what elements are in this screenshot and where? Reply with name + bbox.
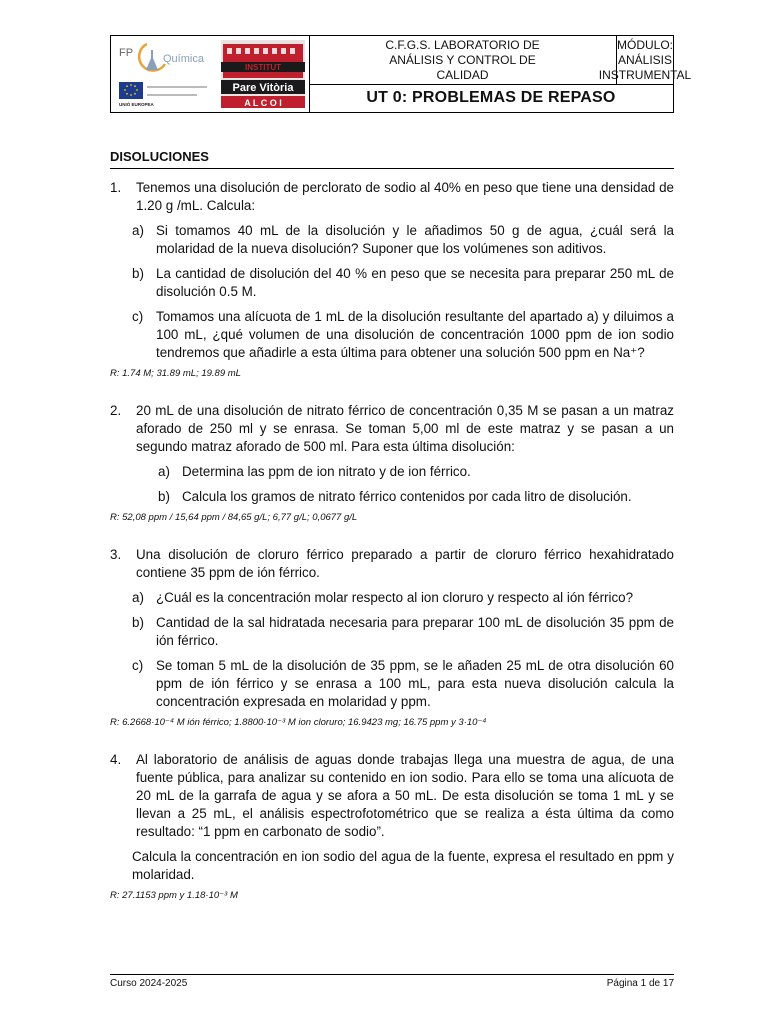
item-letter: a) [132,223,144,238]
section-title: DISOLUCIONES [110,148,674,169]
cycle-name-line: ANÁLISIS Y CONTROL DE [389,52,536,67]
item-letter: c) [132,658,144,673]
item-text: La cantidad de disolución del 40 % en peso que se necesita para preparar 250 mL de disolución 0.5 M. [156,266,674,299]
item-letter: b) [158,489,170,504]
problem-answer: R: 27.1153 ppm y 1.18·10⁻³ M [110,890,238,901]
item-letter: b) [132,615,144,630]
problem-1 [110,179,674,380]
flask-icon [146,50,158,70]
item-letter: c) [132,309,144,324]
item-text: Si tomamos 40 mL de la disolución y le añadimos 50 g de agua, ¿cuál será la molaridad de la nueva disolución? Suponer que los volúmenes son aditivos. [156,223,674,256]
fp-quimica-logo [117,40,217,76]
school-logo [221,40,305,108]
cycle-name-line: CALIDAD [436,67,489,82]
problem-answer: R: 1.74 M; 31.89 mL; 19.89 mL [110,368,241,379]
problem-statement: Tenemos una disolución de perclorato de sodio al 40% en peso que tiene una densidad de 1.20 g /mL. Calcula: [136,180,674,213]
problem-2 [110,402,674,524]
course-year: Curso 2024-2025 [110,978,188,989]
item-letter: b) [132,266,144,281]
item-text: Se toman 5 mL de la disolución de 35 ppm, se le añaden 25 mL de otra disolución 60 ppm de ión férrico y se enrasa a 100 mL, para esta nueva disolución calcula la concentración expresada en molaridad y ppm. [156,658,674,709]
problem-number: 4. [110,752,122,767]
eu-caption: UNIÓ EUROPEA [119,102,154,107]
problem-number: 2. [110,403,122,418]
problem-answer: R: 52,08 ppm / 15,64 ppm / 84,65 g/L; 6,77 g/L; 0,0677 g/L [110,512,358,523]
eu-fine-print-line [147,94,197,96]
quimica-text: Química [163,53,204,65]
item-text: Cantidad de la sal hidratada necesaria para preparar 100 mL de disolución 35 ppm de ión férrico. [156,615,674,648]
module-name: ANÁLISIS INSTRUMENTAL [598,52,692,82]
item-letter: a) [132,590,144,605]
fp-text: FP [119,47,134,59]
item-letter: a) [158,464,170,479]
module-label: MÓDULO: [617,37,674,52]
problem-4 [110,751,674,902]
eu-logo [117,80,217,108]
problem-statement: Al laboratorio de análisis de aguas donde trabajas llega una muestra de agua, de una fuente pública, para analizar su contenido en ion sodio. Para ello se toma una alícuota de 20 mL de la garrafa de agua y se afora a 50 mL. De esta disolución se toma 1 mL y se llevan a 25 mL, el análisis espectrofotométrico que se realiza a ésta última da como resultado: “1 ppm en carbonato de sodio”. [136,752,674,839]
unit-title: UT 0: PROBLEMAS DE REPASO [366,89,616,106]
item-text: Tomamos una alícuota de 1 mL de la disolución resultante del apartado a) y diluimos a 100 mL, ¿qué volumen de una disolución de concentración 1000 ppm de ion sodio tendremos que añadirle a esta última para obtener una solución 500 ppm en Na⁺? [156,309,674,360]
cycle-name-cell [309,36,617,85]
school-top-text: INSTITUT [245,63,281,72]
item-text: Calcula los gramos de nitrato férrico contenidos por cada litro de disolución. [182,489,632,504]
problem-3 [110,546,674,729]
item-text: ¿Cuál es la concentración molar respecto al ion cloruro y respecto al ión férrico? [156,590,634,605]
school-name-text: Pare Vitòria [232,82,294,94]
cycle-name-line: C.F.G.S. LABORATORIO DE [385,37,540,52]
problem-paragraph: Calcula la concentración en ion sodio del agua de la fuente, expresa el resultado en ppm y molaridad. [132,849,674,882]
page-footer [110,974,674,989]
school-city-text: A L C O I [244,98,282,108]
problem-number: 3. [110,547,122,562]
eu-fine-print-line [147,86,207,88]
logo-cell [111,36,310,112]
problem-statement: 20 mL de una disolución de nitrato férrico de concentración 0,35 M se pasan a un matraz aforado de 250 ml y se enrasa. Se toman 5,00 ml de este matraz y se pasan a un segundo matraz aforado de 500 ml. Para esta última disolución: [136,403,674,454]
document-header [110,35,692,113]
module-cell [598,36,692,85]
document-body [110,148,674,924]
problem-answer: R: 6.2668·10⁻⁴ M ión férrico; 1.8800·10⁻³ M ion cloruro; 16.9423 mg; 16.75 ppm y 3·10⁻⁴ [110,717,487,728]
item-text: Determina las ppm de ion nitrato y de ion férrico. [182,464,471,479]
problem-number: 1. [110,180,122,195]
problem-statement: Una disolución de cloruro férrico preparado a partir de cloruro férrico hexahidratado contiene 35 ppm de ión férrico. [136,547,674,580]
page-number: Página 1 de 17 [606,978,674,989]
